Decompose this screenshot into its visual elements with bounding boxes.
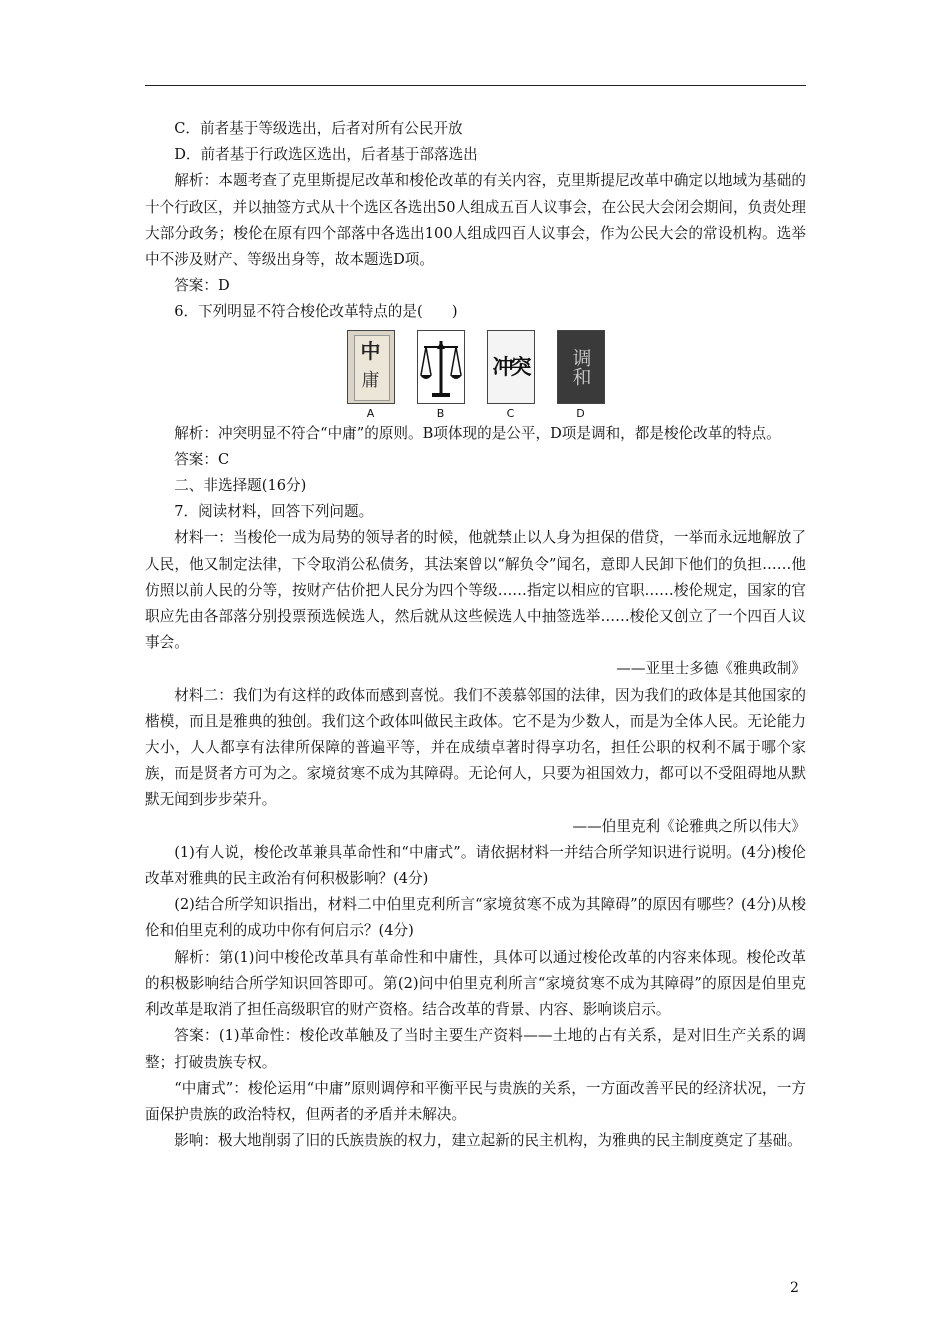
- material-2: 材料二：我们为有这样的政体而感到喜悦。我们不羡慕邻国的法律，因为我们的政体是其他国家的楷模，而且是雅典的独创。我们这个政体叫做民主政体。它不是为少数人，而是为全体人民。无论能力大小，人人都享有法律所保障的普遍平等，并在成绩卓著时得享功名，担任公职的权利不属于哪个家族，而是贤者方可为之。家境贫寒不成为其障碍。无论何人，只要为祖国效力，都可以不受阻碍地从默默无闻到步步荣升。: [145, 686, 806, 809]
- material-1: 材料一：当梭伦一成为局势的领导者的时候，他就禁止以人身为担保的借贷，一举而永远地解放了人民，他又制定法律，下令取消公私债务，其法案曾以“解负令”闻名，意即人民卸下他们的负担……他仿照以前人民的分等，按财产估价把人民分为四个等级……指定以相应的官职……梭伦规定，国家的官职应先由各部落分别投票预选候选人，然后就从这些候选人中抽签选举……梭伦又创立了一个四百人议事会。: [145, 529, 806, 652]
- question-7-2: (2)结合所学知识指出，材料二中伯里克利所言“家境贫寒不成为其障碍”的原因有哪些？(4分)从梭伦和伯里克利的成功中你有何启示？(4分): [145, 896, 806, 940]
- question-6: 6．下列明显不符合梭伦改革特点的是( ): [174, 303, 458, 321]
- material-2-source: ——伯里克利《论雅典之所以伟大》: [572, 817, 806, 835]
- answer-q7-impact: 影响：极大地削弱了旧的氏族贵族的权力，建立起新的民主机构，为雅典的民主制度奠定了基础。: [174, 1132, 802, 1150]
- figure-a-image: [347, 330, 395, 404]
- scales-icon: [418, 331, 464, 403]
- figure-b-image: [417, 330, 465, 404]
- figure-a-label: A: [366, 406, 375, 420]
- page-number: 2: [790, 1280, 799, 1296]
- question-7: 7．阅读材料，回答下列问题。: [174, 503, 374, 521]
- material-1-source: ——亚里士多德《雅典政制》: [616, 660, 806, 678]
- option-c: C．前者基于等级选出，后者对所有公民开放: [174, 120, 463, 137]
- option-d: D．前者基于行政选区选出，后者基于部落选出: [174, 146, 478, 164]
- figure-c-text: 冲突: [492, 353, 529, 379]
- document-body: [145, 116, 806, 1154]
- figure-d: [555, 330, 607, 421]
- analysis-q5: 解析：本题考查了克里斯提尼改革和梭伦改革的有关内容，克里斯提尼改革中确定以地域为基础的十个行政区，并以抽签方式从十个选区各选出50人组成五百人议事会，在公民大会闭会期间，负责处理大部分政务；梭伦在原有四个部落中各选出100人组成四百人议事会，作为公民大会的常设机构。选举中不涉及财产、等级出身等，故本题选D项。: [145, 172, 806, 269]
- figure-c-label: C: [506, 406, 515, 420]
- answer-q6: 答案：C: [174, 450, 230, 468]
- answer-q5: 答案：D: [174, 277, 230, 295]
- figure-b: [415, 330, 467, 421]
- figure-a-char-2: 庸: [361, 369, 380, 391]
- section-heading: 二、非选择题(16分): [174, 477, 307, 495]
- analysis-q7: 解析：第(1)问中梭伦改革具有革命性和中庸性，具体可以通过梭伦改革的内容来体现。梭伦改革的积极影响结合所学知识回答即可。第(2)问中伯里克利所言“家境贫寒不成为其障碍”的原因是伯里克利改革是取消了担任高级职官的财产资格。结合改革的背景、内容、影响谈启示。: [145, 948, 806, 1019]
- answer-q7-revolutionary: 答案：(1)革命性：梭伦改革触及了当时主要生产资料——土地的占有关系，是对旧生产关系的调整；打破贵族专权。: [145, 1027, 806, 1071]
- header-rule: [145, 85, 806, 86]
- figure-b-label: B: [436, 406, 445, 420]
- figure-d-text: 调和: [569, 347, 592, 386]
- analysis-q6: 解析：冲突明显不符合“中庸”的原则。B项体现的是公平，D项是调和，都是梭伦改革的特点。: [174, 424, 781, 442]
- figure-c-image: [487, 330, 535, 404]
- figure-d-image: [557, 330, 605, 404]
- figure-c: [485, 330, 537, 421]
- figure-a-char-1: 中: [360, 338, 381, 363]
- figure-a: [345, 330, 397, 421]
- question-6-figures: [145, 330, 806, 421]
- figure-d-label: D: [576, 406, 585, 420]
- question-7-1: (1)有人说，梭伦改革兼具革命性和“中庸式”。请依据材料一并结合所学知识进行说明。(4分)梭伦改革对雅典的民主政治有何积极影响？(4分): [145, 843, 806, 888]
- answer-q7-moderate: “中庸式”：梭伦运用“中庸”原则调停和平衡平民与贵族的关系，一方面改善平民的经济状况，一方面保护贵族的政治特权，但两者的矛盾并未解决。: [145, 1079, 806, 1123]
